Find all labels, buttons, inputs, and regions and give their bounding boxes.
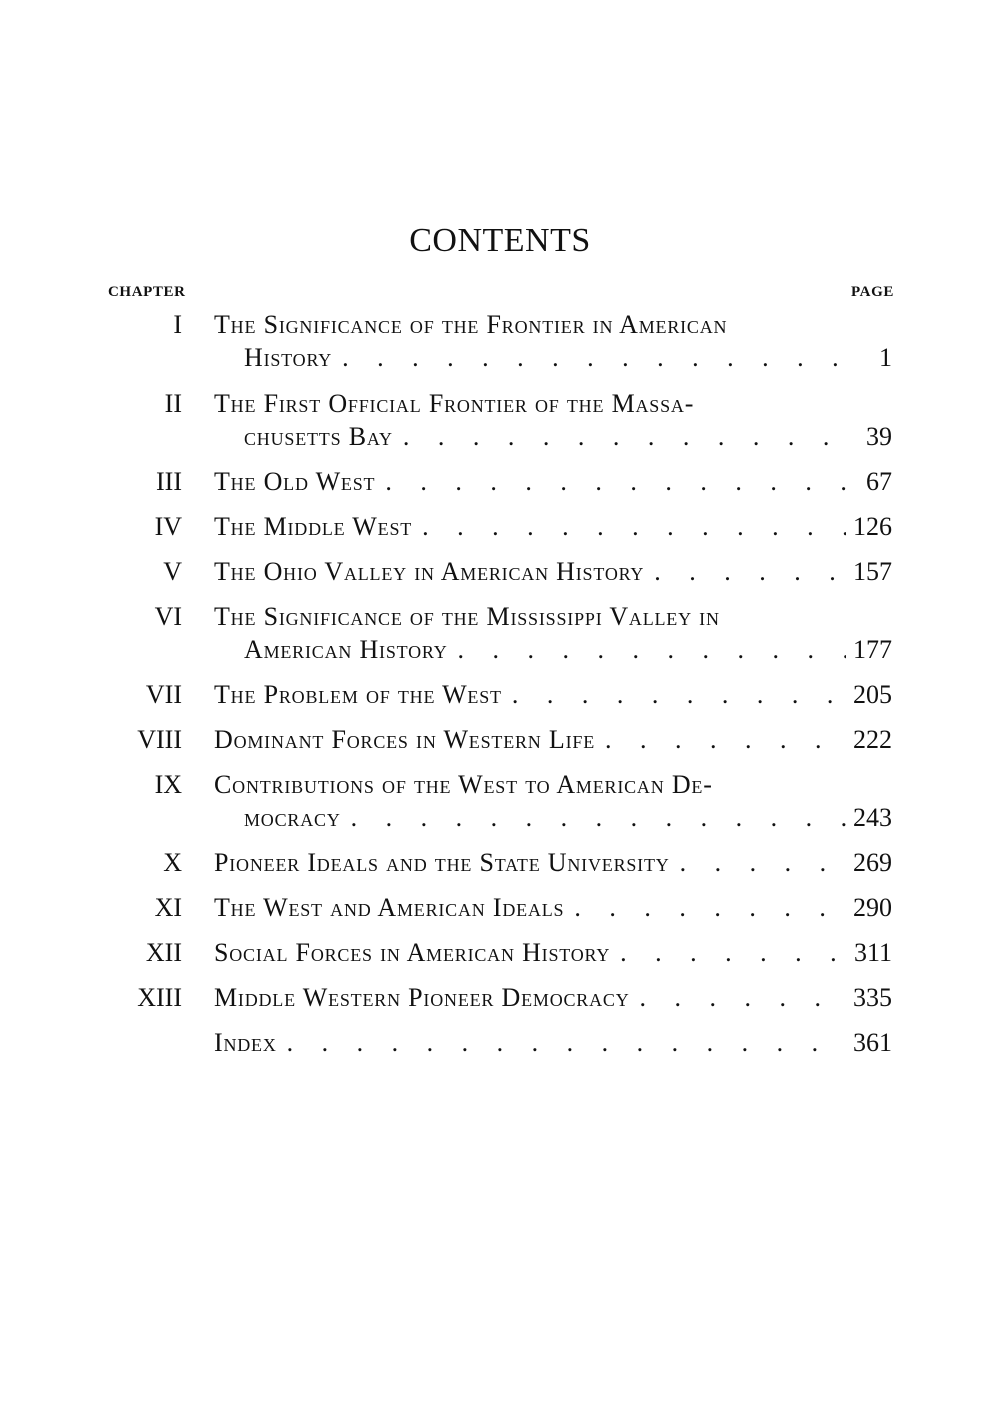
dot-leader xyxy=(595,723,846,756)
chapter-title-line xyxy=(214,981,892,1014)
toc-entry-chapter-10[interactable] xyxy=(100,846,892,879)
chapter-title-line xyxy=(214,846,892,879)
dot-leader xyxy=(412,510,846,543)
chapter-title-text: Index xyxy=(214,1028,277,1057)
chapter-title-line xyxy=(214,555,892,588)
page-title: CONTENTS xyxy=(409,222,591,259)
chapter-title-text: Middle Western Pioneer Democracy xyxy=(214,983,630,1012)
toc-entry-chapter-13[interactable] xyxy=(100,981,892,1014)
chapter-title-continuation xyxy=(244,420,892,453)
page-number: 126 xyxy=(853,512,892,541)
chapter-title-text: The Old West xyxy=(214,467,376,496)
page-number: 361 xyxy=(853,1028,892,1057)
page-number: 290 xyxy=(853,893,892,922)
dot-leader xyxy=(332,341,846,374)
chapter-number: XIII xyxy=(137,983,182,1012)
dot-leader xyxy=(341,801,846,834)
toc-entry-chapter-7[interactable] xyxy=(100,678,892,711)
chapter-title-line xyxy=(214,891,892,924)
dot-leader xyxy=(448,633,846,666)
chapter-title-text: Pioneer Ideals and the State University xyxy=(214,848,670,877)
chapter-number: I xyxy=(173,310,182,339)
toc-entry-chapter-4[interactable] xyxy=(100,510,892,543)
dot-leader xyxy=(644,555,846,588)
chapter-title-line xyxy=(214,1026,892,1059)
chapter-number: XII xyxy=(145,938,182,967)
chapter-number: VIII xyxy=(137,725,182,754)
chapter-number: V xyxy=(163,557,182,586)
chapter-title-line: The First Official Frontier of the Massa- xyxy=(214,389,695,418)
toc-entry-chapter-11[interactable] xyxy=(100,891,892,924)
chapter-title-line: Contributions of the West to American De- xyxy=(214,770,713,799)
dot-leader xyxy=(670,846,846,879)
chapter-title-line xyxy=(214,465,892,498)
chapter-title-text: chusetts Bay xyxy=(244,422,393,451)
chapter-column-header: CHAPTER xyxy=(108,284,186,300)
table-of-contents xyxy=(100,308,892,1059)
page-number: 157 xyxy=(853,557,892,586)
page-number: 205 xyxy=(853,680,892,709)
chapter-number: VII xyxy=(145,680,182,709)
chapter-title-text: The Ohio Valley in American History xyxy=(214,557,645,586)
chapter-number: III xyxy=(156,467,182,496)
chapter-number: IX xyxy=(154,770,182,799)
chapter-number: II xyxy=(164,389,182,418)
dot-leader xyxy=(393,420,846,453)
page-number: 335 xyxy=(853,983,892,1012)
page-number: 1 xyxy=(879,343,892,372)
chapter-title-text: History xyxy=(244,343,333,372)
toc-entry-chapter-6[interactable] xyxy=(100,600,892,666)
chapter-title-text: The West and American Ideals xyxy=(214,893,565,922)
chapter-title-line xyxy=(214,678,892,711)
dot-leader xyxy=(610,936,846,969)
chapter-title-text: American History xyxy=(244,635,448,664)
chapter-title-line xyxy=(214,936,892,969)
dot-leader xyxy=(564,891,846,924)
dot-leader xyxy=(277,1026,846,1059)
chapter-title-text: The Middle West xyxy=(214,512,413,541)
chapter-title-line xyxy=(214,723,892,756)
chapter-number: VI xyxy=(154,602,182,631)
dot-leader xyxy=(502,678,846,711)
chapter-title-text: Social Forces in American History xyxy=(214,938,611,967)
page-number: 39 xyxy=(866,422,892,451)
dot-leader xyxy=(375,465,846,498)
dot-leader xyxy=(630,981,846,1014)
chapter-number: X xyxy=(163,848,182,877)
chapter-number: XI xyxy=(154,893,182,922)
page-number: 177 xyxy=(853,635,892,664)
toc-entry-chapter-5[interactable] xyxy=(100,555,892,588)
chapter-title-continuation xyxy=(244,801,892,834)
chapter-title-line xyxy=(214,510,892,543)
page-number: 243 xyxy=(853,803,892,832)
chapter-title-continuation xyxy=(244,633,892,666)
chapter-title-continuation xyxy=(244,341,892,374)
page-number: 67 xyxy=(866,467,892,496)
toc-entry-chapter-3[interactable] xyxy=(100,465,892,498)
chapter-title-text: Dominant Forces in Western Life xyxy=(214,725,595,754)
page-number: 269 xyxy=(853,848,892,877)
toc-entry-index[interactable] xyxy=(100,1026,892,1059)
toc-entry-chapter-12[interactable] xyxy=(100,936,892,969)
toc-entry-chapter-9[interactable] xyxy=(100,768,892,834)
chapter-title-line: The Significance of the Mississippi Valley in xyxy=(214,602,720,631)
toc-entry-chapter-8[interactable] xyxy=(100,723,892,756)
chapter-title-line: The Significance of the Frontier in American xyxy=(214,310,728,339)
chapter-number: IV xyxy=(154,512,182,541)
chapter-title-text: mocracy xyxy=(244,803,341,832)
chapter-title-text: The Problem of the West xyxy=(214,680,502,709)
page-column-header: PAGE xyxy=(851,284,894,300)
toc-entry-chapter-2[interactable] xyxy=(100,387,892,453)
page-number: 222 xyxy=(853,725,892,754)
toc-entry-chapter-1[interactable] xyxy=(100,308,892,374)
page-number: 311 xyxy=(853,938,892,967)
